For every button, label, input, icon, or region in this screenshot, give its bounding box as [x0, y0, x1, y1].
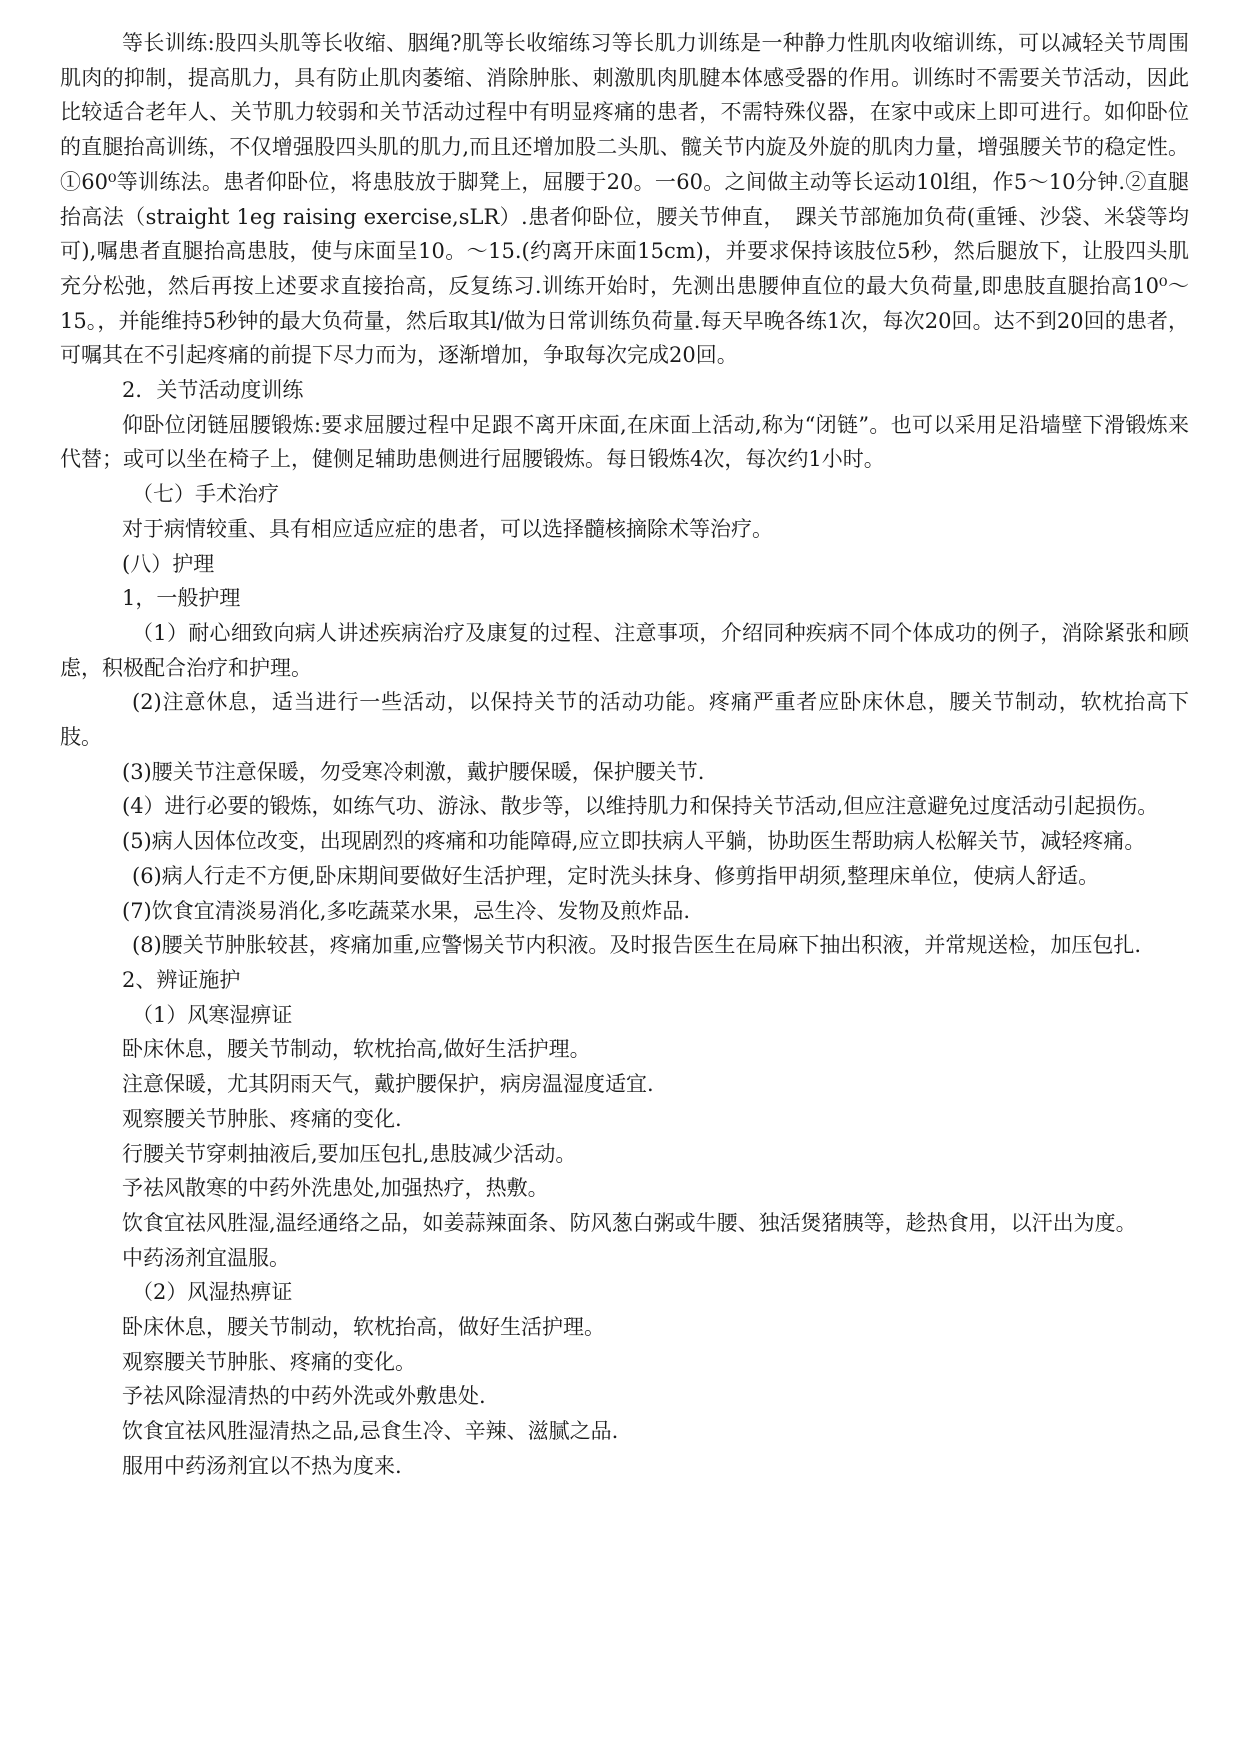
list-item-damp-heat-3: 予祛风除湿清热的中药外洗或外敷患处.: [122, 1384, 486, 1409]
paragraph-isometric-training: 等长训练:股四头肌等长收缩、胭绳?肌等长收缩练习等长肌力训练是一种静力性肌肉收缩训练，可以减轻关节周围肌肉的抑制，提高肌力，具有防止肌肉萎缩、消除肿胀、刺激肌肉肌腱本体感受器的作用。训练时不需要关节活动，因此比较适合老年人、关节肌力较弱和关节活动过程中有明显疼痛的患者，不需特殊仪器，在家中或床上即可进行。如仰卧位的直腿抬高训练，不仅增强股四头肌的肌力,而且还增加股二头肌、髋关节内旋及外旋的肌肉力量，增强腰关节的稳定性。①60⁰等训练法。患者仰卧位，将患肢放于脚凳上，屈腰于20。一60。之间做主动等长运动10l组，作5～10分钟.②直腿抬高法（straight 1eg raising exercise,sLR）.患者仰卧位，腰关节伸直， 踝关节部施加负荷(重锤、沙袋、米袋等均可),嘱患者直腿抬高患肢，使与床面呈10。～15.(约离开床面15cm)，并要求保持该肢位5秒，然后腿放下，让股四头肌充分松弛，然后再按上述要求直接抬高，反复练习.训练开始时，先测出患腰伸直位的最大负荷量,即患肢直腿抬高10⁰～15。，并能维持5秒钟的最大负荷量，然后取其l/做为日常训练负荷量.每天早晚各练1次，每次20回。达不到20回的患者，可嘱其在不引起疼痛的前提下尽力而为，逐渐增加，争取每次完成20回。: [60, 31, 1189, 368]
list-item-nursing-4: (4）进行必要的锻炼，如练气功、游泳、散步等，以维持肌力和保持关节活动,但应注意避免过度活动引起损伤。: [122, 794, 1159, 819]
list-item-wind-cold-6: 饮食宜祛风胜湿,温经通络之品，如姜蒜辣面条、防风葱白粥或牛腰、独活煲猪胰等，趁热食用，以汗出为度。: [122, 1210, 1137, 1235]
heading-surgical-treatment: （七）手术治疗: [132, 482, 279, 507]
list-item-wind-cold-2: 注意保暖，尤其阴雨天气，戴护腰保护，病房温湿度适宜.: [122, 1072, 654, 1097]
heading-general-nursing: 1，一般护理: [122, 586, 241, 611]
list-item-nursing-5: (5)病人因体位改变，出现剧烈的疼痛和功能障碍,应立即扶病人平躺，协助医生帮助病人松解关节，减轻疼痛。: [122, 829, 1146, 854]
list-item-wind-cold-3: 观察腰关节肿胀、疼痛的变化.: [122, 1106, 402, 1131]
list-item-damp-heat-1: 卧床休息，腰关节制动，软枕抬高，做好生活护理。: [122, 1315, 605, 1340]
list-item-wind-cold-5: 予祛风散寒的中药外洗患处,加强热疗，热敷。: [122, 1176, 549, 1201]
heading-syndrome-nursing: 2、辨证施护: [122, 967, 241, 992]
list-item-wind-cold-7: 中药汤剂宜温服。: [122, 1245, 290, 1270]
list-item-damp-heat-5: 服用中药汤剂宜以不热为度来.: [122, 1453, 402, 1478]
paragraph-surgery: 对于病情较重、具有相应适应症的患者，可以选择髓核摘除术等治疗。: [122, 516, 773, 541]
list-item-nursing-1: （1）耐心细致向病人讲述疾病治疗及康复的过程、注意事项，介绍同种疾病不同个体成功的例子，消除紧张和顾虑，积极配合治疗和护理。: [60, 620, 1189, 680]
paragraph-closed-chain-exercise: 仰卧位闭链屈腰锻炼:要求屈腰过程中足跟不离开床面,在床面上活动,称为“闭链”。也可以采用足沿墙壁下滑锻炼来代替；或可以坐在椅子上，健侧足辅助患侧进行屈腰锻炼。每日锻炼4次，每次约1小时。: [60, 412, 1189, 472]
list-item-nursing-8: (8)腰关节肿胀较甚，疼痛加重,应警惕关节内积液。及时报告医生在局麻下抽出积液，并常规送检，加压包扎.: [132, 933, 1142, 958]
heading-wind-damp-heat: （2）风湿热痹证: [132, 1280, 293, 1305]
list-item-wind-cold-1: 卧床休息，腰关节制动，软枕抬高,做好生活护理。: [122, 1037, 591, 1062]
list-item-nursing-3: (3)腰关节注意保暖，勿受寒冷刺激，戴护腰保暖，保护腰关节.: [122, 759, 705, 784]
heading-joint-range-training: 2．关节活动度训练: [122, 378, 304, 403]
list-item-nursing-2: (2)注意休息，适当进行一些活动，以保持关节的活动功能。疼痛严重者应卧床休息，腰关节制动，软枕抬高下肢。: [60, 690, 1189, 750]
list-item-damp-heat-2: 观察腰关节肿胀、疼痛的变化。: [122, 1349, 416, 1374]
heading-nursing: (八）护理: [122, 551, 215, 576]
list-item-damp-heat-4: 饮食宜祛风胜湿清热之品,忌食生冷、辛辣、滋腻之品.: [122, 1419, 619, 1444]
heading-wind-cold-damp: （1）风寒湿痹证: [132, 1002, 293, 1027]
list-item-nursing-7: (7)饮食宜清淡易消化,多吃蔬菜水果，忌生冷、发物及煎炸品.: [122, 898, 691, 923]
list-item-nursing-6: (6)病人行走不方便,卧床期间要做好生活护理，定时洗头抹身、修剪指甲胡须,整理床单位，使病人舒适。: [132, 863, 1100, 888]
list-item-wind-cold-4: 行腰关节穿刺抽液后,要加压包扎,患肢减少活动。: [122, 1141, 577, 1166]
